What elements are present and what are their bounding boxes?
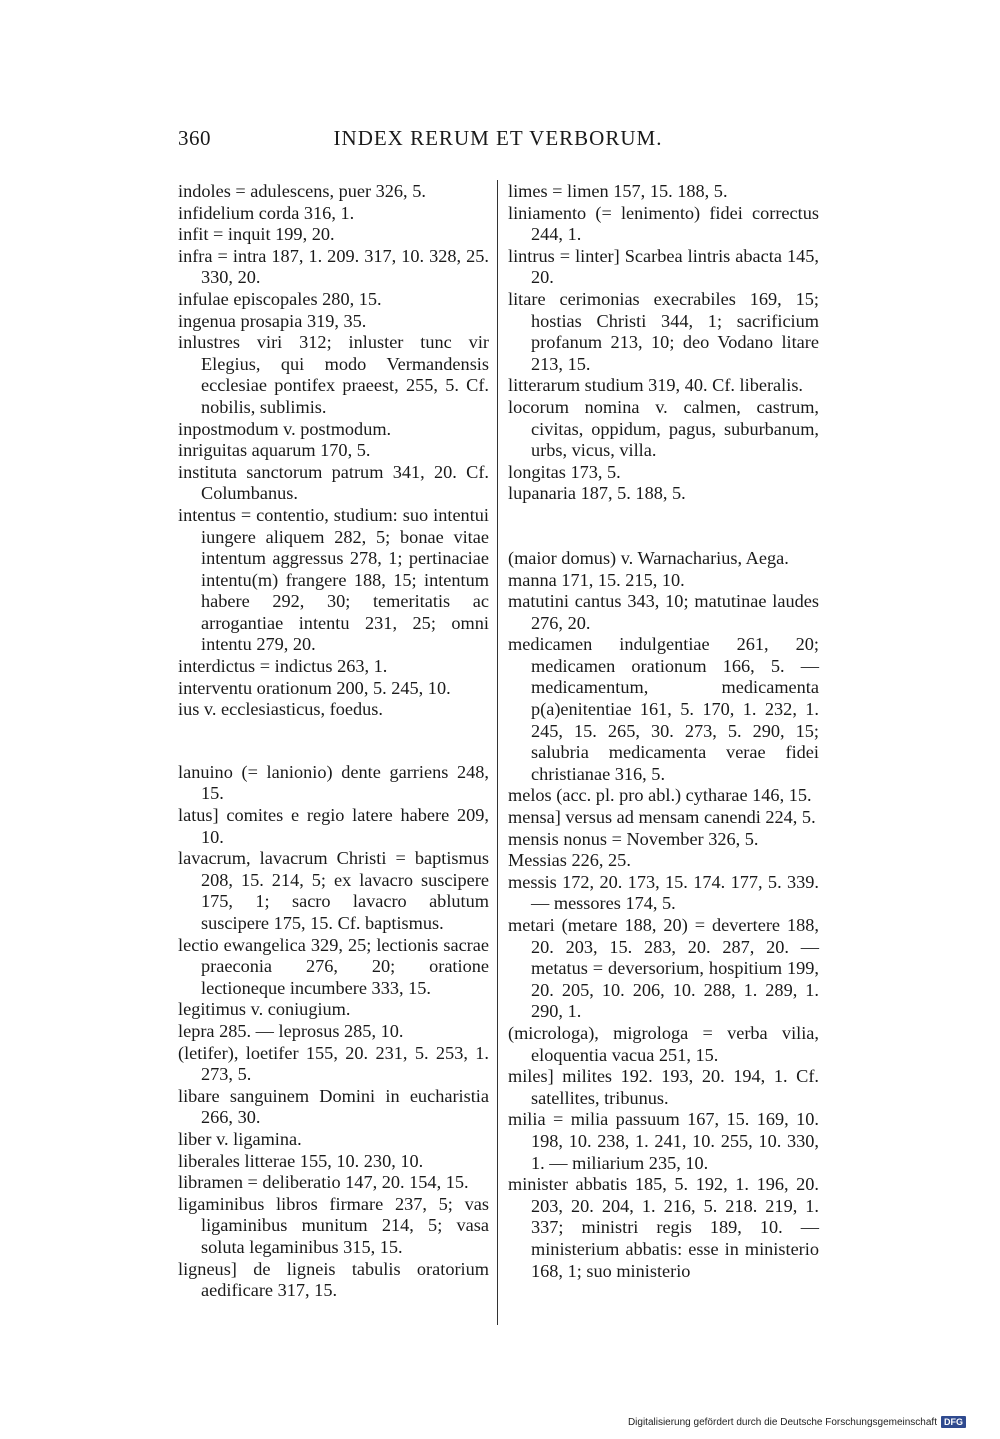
index-entry: inlustres viri 312; inluster tunc vir Elegius, qui modo Vermandensis ecclesiae pontifex praeest, 255, 5. Cf. nobilis, sublimis. [178,332,489,417]
index-entry: latus] comites e regio latere habere 209, 10. [178,805,489,847]
index-entry: infulae episcopales 280, 15. [178,288,382,309]
index-entry: mensis nonus = November 326, 5. [508,828,759,849]
index-entry: medicamen indulgentiae 261, 20; medicamen orationum 166, 5. — medicamentum, medicamenta p(a)enitentiae 161, 5. 170, 1. 232, 1. 245, 15. 265, 30. 273, 5. 290, 15; salubria medicamenta verae fidei christianae 316, 5. [508,634,819,784]
index-entry: inpostmodum v. postmodum. [178,418,392,439]
index-entry: minister abbatis 185, 5. 192, 1. 196, 20. 203, 20. 204, 1. 216, 5. 218. 219, 1. 337; ministri regis 189, 10. — ministerium abbatis: esse in ministerio 168, 1; suo ministerio [508,1174,819,1281]
section-gap [508,505,819,548]
index-entry: interdictus = indictus 263, 1. [178,656,388,677]
index-entry: melos (acc. pl. pro abl.) cytharae 146, 15. [508,785,812,806]
index-entry: intentus = contentio, studium: suo intentui iungere aliquem 282, 5; bonae vitae intentum aggressus 278, 1; pertinaciae intentu(m) frangere 188, 15; intentum habere 292, 30; temeritatis ac arrogantiae intentu 231, 25; omni intentu 279, 20. [178,504,489,655]
index-entry: milia = milia passuum 167, 15. 169, 10. 198, 10. 238, 1. 241, 10. 255, 10. 330, 1. — miliarium 235, 10. [508,1109,819,1173]
index-entry: longitas 173, 5. [508,461,621,482]
index-entry: miles] milites 192. 193, 20. 194, 1. Cf. satellites, tribunus. [508,1066,819,1108]
right-column [508,181,819,1282]
index-entry: liniamento (= lenimento) fidei correctus 244, 1. [508,202,819,245]
index-entry: ius v. ecclesiasticus, foedus. [178,699,383,720]
index-entry: manna 171, 15. 215, 10. [508,569,685,590]
column-divider [497,180,498,1325]
index-entry: (letifer), loetifer 155, 20. 231, 5. 253, 1. 273, 5. [178,1042,489,1085]
index-entry: libramen = deliberatio 147, 20. 154, 15. [178,1172,469,1193]
index-entry: lectio ewangelica 329, 25; lectionis sacrae praeconia 276, 20; oratione lectioneque incumbere 333, 15. [178,934,489,998]
index-entry: Messias 226, 25. [508,850,631,871]
index-entry: litare cerimonias execrabiles 169, 15; hostias Christi 344, 1; sacrificium profanum 213, 10; deo Vodano litare 213, 15. [508,288,819,374]
page-header [178,126,818,156]
index-entry: infit = inquit 199, 20. [178,224,335,245]
index-entry: lupanaria 187, 5. 188, 5. [508,483,686,504]
index-entry: ligneus] de ligneis tabulis oratorium aedificare 317, 15. [178,1258,489,1301]
running-title: INDEX RERUM ET VERBORUM. [333,126,663,150]
index-entry: ingenua prosapia 319, 35. [178,310,367,331]
index-entry: infra = intra 187, 1. 209. 317, 10. 328, 25. 330, 20. [178,245,489,288]
footer-text: Digitalisierung gefördert durch die Deutsche Forschungsgemeinschaft [627,1416,937,1428]
index-entry: infidelium corda 316, 1. [178,202,355,223]
index-entry: lavacrum, lavacrum Christi = baptismus 208, 15. 214, 5; ex lavacro suscipere 175, 1; sacro lavacro ablutum suscipere 175, 15. Cf. baptismus. [178,848,489,933]
index-entry: litterarum studium 319, 40. Cf. liberalis. [508,375,803,396]
index-entry: ligaminibus libros firmare 237, 5; vas ligaminibus munitum 214, 5; vasa soluta legaminibus 315, 15. [178,1193,489,1257]
index-entry: locorum nomina v. calmen, castrum, civitas, oppidum, pagus, suburbanum, urbs, vicus, villa. [508,396,819,461]
page-number: 360 [178,126,211,150]
left-column [178,181,489,1302]
index-entry: indoles = adulescens, puer 326, 5. [178,181,426,201]
index-entry: matutini cantus 343, 10; matutinae laudes 276, 20. [508,591,819,633]
index-entry: liberales litterae 155, 10. 230, 10. [178,1150,424,1171]
index-entry: (maior domus) v. Warnacharius, Aega. [508,547,789,568]
index-entry: interventu orationum 200, 5. 245, 10. [178,677,451,698]
index-entry: libare sanguinem Domini in eucharistia 266, 30. [178,1085,489,1128]
section-gap [178,721,489,762]
index-entry: messis 172, 20. 173, 15. 174. 177, 5. 339. — messores 174, 5. [508,871,819,914]
index-entry: mensa] versus ad mensam canendi 224, 5. [508,807,816,828]
index-entry: metari (metare 188, 20) = devertere 188, 20. 203, 15. 283, 20. 287, 20. — metatus = deversorium, hospitium 199, 20. 205, 10. 206, 10. 288, 1. 289, 1. 290, 1. [508,915,819,1022]
digitization-footer [628,1416,966,1428]
dfg-logo: DFG [941,1416,966,1428]
index-entry: lintrus = linter] Scarbea lintris abacta 145, 20. [508,245,819,288]
index-entry: instituta sanctorum patrum 341, 20. Cf. Columbanus. [178,461,489,504]
index-entry: lanuino (= lanionio) dente garriens 248, 15. [178,761,489,804]
index-entry: (microloga), migrologa = verba vilia, eloquentia vacua 251, 15. [508,1022,819,1065]
index-entry: inriguitas aquarum 170, 5. [178,440,371,461]
index-entry: legitimus v. coniugium. [178,999,351,1020]
index-entry: limes = limen 157, 15. 188, 5. [508,181,728,201]
index-entry: liber v. ligamina. [178,1128,302,1149]
index-entry: lepra 285. — leprosus 285, 10. [178,1020,404,1041]
